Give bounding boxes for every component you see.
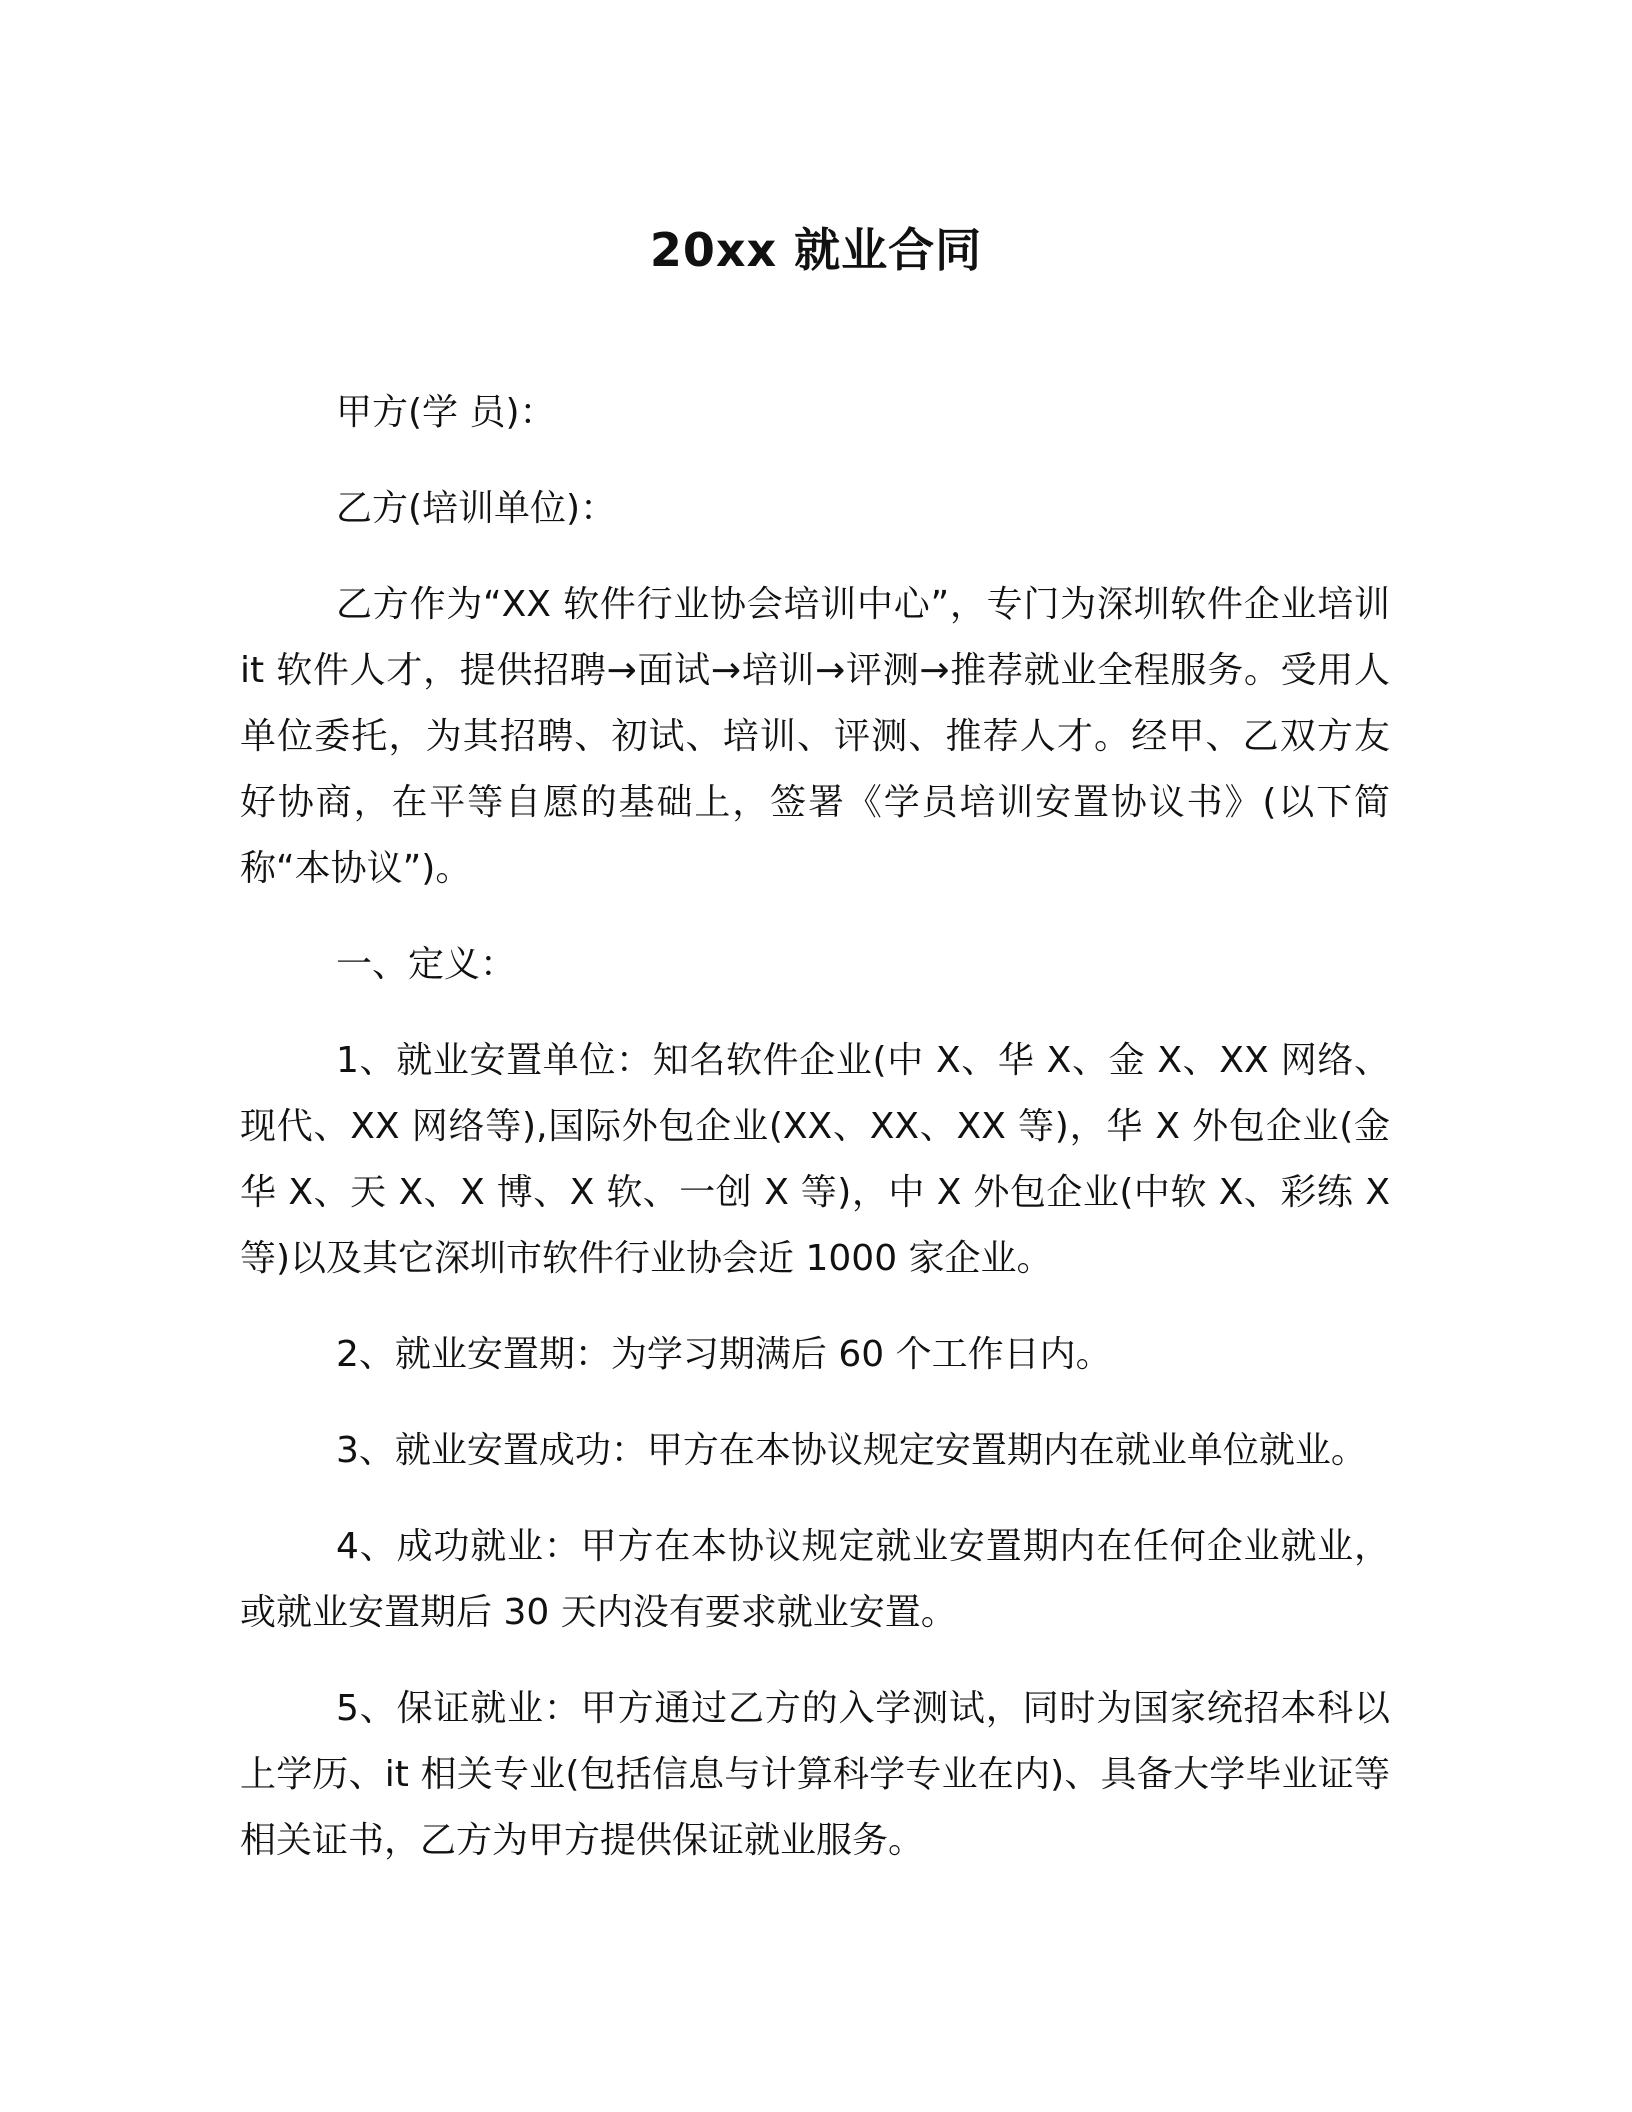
definition-item-4: 4、成功就业：甲方在本协议规定就业安置期内在任何企业就业，或就业安置期后 30 天内没有要求就业安置。 bbox=[240, 1526, 1390, 1633]
document-title: 20xx 就业合同 bbox=[649, 223, 983, 277]
definition-item-3: 3、就业安置成功：甲方在本协议规定安置期内在就业单位就业。 bbox=[336, 1430, 1367, 1471]
party-a-line: 甲方(学 员)： bbox=[336, 392, 556, 433]
definition-item-2: 2、就业安置期：为学习期满后 60 个工作日内。 bbox=[336, 1334, 1112, 1375]
section-heading-definitions: 一、定义： bbox=[336, 944, 517, 985]
party-b-line: 乙方(培训单位)： bbox=[336, 488, 617, 529]
intro-paragraph: 乙方作为“XX 软件行业协会培训中心”，专门为深圳软件企业培训 it 软件人才，提供招聘→面试→培训→评测→推荐就业全程服务。受用人单位委托，为其招聘、初试、培训、评测、推荐人才。经甲、乙双方友好协商，在平等自愿的基础上，签署《学员培训安置协议书》(以下简称“本协议”)。 bbox=[240, 584, 1390, 889]
definition-item-5: 5、保证就业：甲方通过乙方的入学测试，同时为国家统招本科以上学历、it 相关专业(包括信息与计算科学专业在内)、具备大学毕业证等相关证书，乙方为甲方提供保证就业服务。 bbox=[240, 1688, 1390, 1861]
definition-item-1: 1、就业安置单位：知名软件企业(中 X、华 X、金 X、XX 网络、现代、XX 网络等),国际外包企业(XX、XX、XX 等)，华 X 外包企业(金华 X、天 X、X 博、X 软、一创 X 等)，中 X 外包企业(中软 X、彩练 X 等)以及其它深圳市软件行业协会近 1000 家企业。 bbox=[240, 1040, 1390, 1279]
document-body bbox=[240, 380, 1390, 1904]
